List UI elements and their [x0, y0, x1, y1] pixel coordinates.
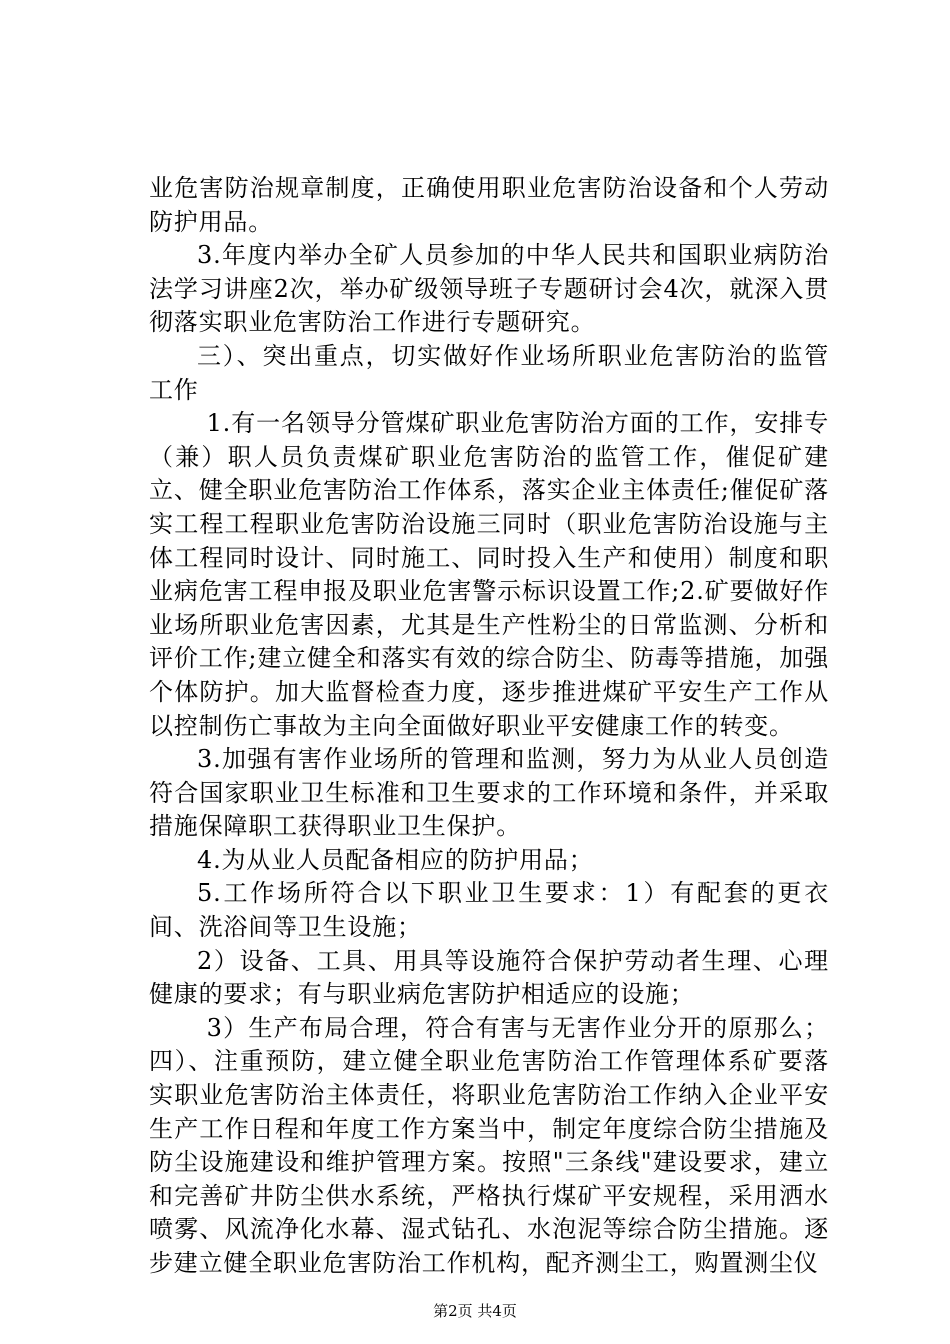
page-number-footer: 第2页 共4页 [433, 1302, 517, 1320]
paragraph-sub-2-facilities: 2）设备、工具、用具等设施符合保护劳动者生理、心理健康的要求；有与职业病危害防护相适应的设施； [149, 946, 829, 1009]
paragraph-item-5-workplace: 5.工作场所符合以下职业卫生要求：1）有配套的更衣间、洗浴间等卫生设施； [149, 879, 829, 942]
paragraph-item-3-management: 3.加强有害作业场所的管理和监测，努力为从业人员创造符合国家职业卫生标准和卫生要求的工作环境和条件，并采取措施保障职工获得职业卫生保护。 [149, 745, 829, 841]
paragraph-continuation: 业危害防治规章制度，正确使用职业危害防治设备和个人劳动防护用品。 [149, 174, 829, 236]
paragraph-sub-3-layout: 3）生产布局合理，符合有害与无害作业分开的原那么；四）、注重预防，建立健全职业危害防治工作管理体系矿要落实职业危害防治主体责任，将职业危害防治工作纳入企业平安生产工作日程和年度工作方案当中，制定年度综合防尘措施及防尘设施建设和维护管理方案。按照"三条线"建设要求，建立和完善矿井防尘供水系统，严格执行煤矿平安规程，采用洒水喷雾、风流净化水幕、湿式钻孔、水泡泥等综合防尘措施。逐步建立健全职业危害防治工作机构，配齐测尘工，购置测尘仪 [149, 1013, 829, 1277]
document-body [149, 172, 829, 1281]
section-heading-3: 三）、突出重点，切实做好作业场所职业危害防治的监管工作 [149, 341, 829, 404]
paragraph-item-4-equipment: 4.为从业人员配备相应的防护用品； [197, 845, 594, 874]
paragraph-item-3-lectures: 3.年度内举办全矿人员参加的中华人民共和国职业病防治法学习讲座2次，举办矿级领导班子专题研讨会4次，就深入贯彻落实职业危害防治工作进行专题研究。 [149, 241, 829, 337]
paragraph-item-1-supervision: 1.有一名领导分管煤矿职业危害防治方面的工作，安排专（兼）职人员负责煤矿职业危害防治的监管工作，催促矿建立、健全职业危害防治工作体系，落实企业主体责任;催促矿落实工程工程职业危害防治设施三同时（职业危害防治设施与主体工程同时设计、同时施工、同时投入生产和使用）制度和职业病危害工程申报及职业危害警示标识设置工作;2.矿要做好作业场所职业危害因素，尤其是生产性粉尘的日常监测、分析和评价工作;建立健全和落实有效的综合防尘、防毒等措施，加强个体防护。加大监督检查力度，逐步推进煤矿平安生产工作从以控制伤亡事故为主向全面做好职业平安健康工作的转变。 [149, 409, 829, 740]
